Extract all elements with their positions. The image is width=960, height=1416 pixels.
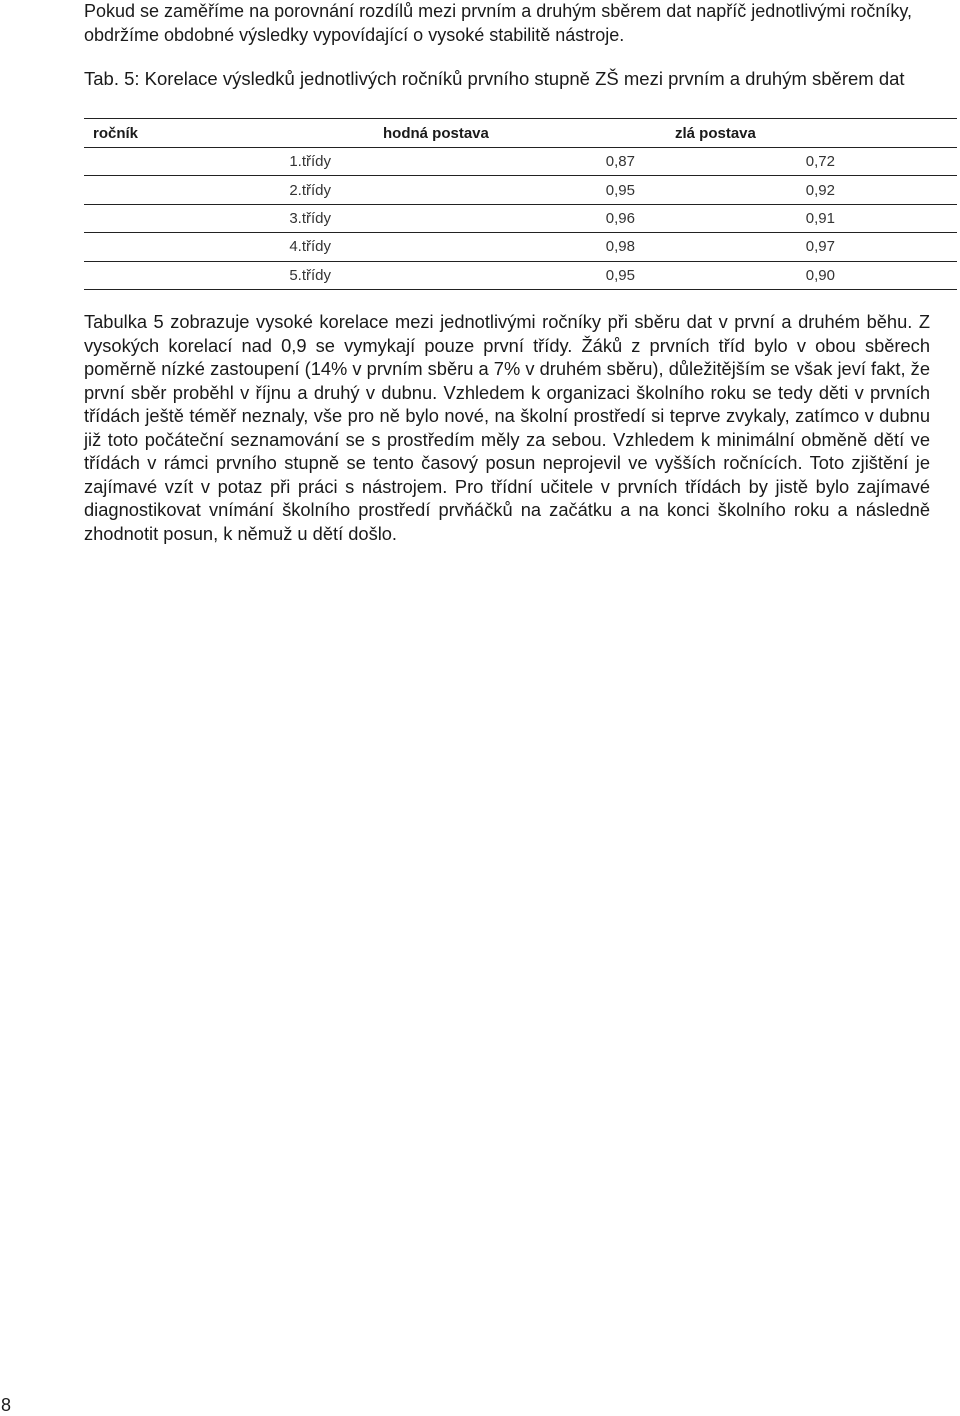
header-rocnik: ročník bbox=[84, 119, 383, 148]
table-row bbox=[84, 204, 957, 232]
table-row bbox=[84, 233, 957, 261]
cell-hodna: 0,98 bbox=[383, 233, 675, 261]
cell-hodna: 0,95 bbox=[383, 176, 675, 204]
cell-rocnik: 3.třídy bbox=[84, 204, 383, 232]
table-header-row bbox=[84, 119, 957, 148]
header-hodna-postava: hodná postava bbox=[383, 119, 675, 148]
cell-zla: 0,97 bbox=[675, 233, 957, 261]
cell-rocnik: 5.třídy bbox=[84, 261, 383, 289]
table-row bbox=[84, 148, 957, 176]
table-row bbox=[84, 176, 957, 204]
correlation-table bbox=[84, 118, 957, 290]
cell-rocnik: 1.třídy bbox=[84, 148, 383, 176]
cell-rocnik: 4.třídy bbox=[84, 233, 383, 261]
table-row bbox=[84, 261, 957, 289]
cell-zla: 0,92 bbox=[675, 176, 957, 204]
cell-zla: 0,91 bbox=[675, 204, 957, 232]
cell-rocnik: 2.třídy bbox=[84, 176, 383, 204]
table-caption: Tab. 5: Korelace výsledků jednotlivých ročníků prvního stupně ZŠ mezi prvním a druhým sběrem dat bbox=[84, 68, 905, 89]
cell-zla: 0,90 bbox=[675, 261, 957, 289]
cell-hodna: 0,87 bbox=[383, 148, 675, 176]
header-zla-postava: zlá postava bbox=[675, 119, 957, 148]
cell-hodna: 0,96 bbox=[383, 204, 675, 232]
page-number: 8 bbox=[1, 1395, 12, 1415]
body-paragraph: Tabulka 5 zobrazuje vysoké korelace mezi jednotlivými ročníky při sběru dat v první a druhém běhu. Z vysokých korelací nad 0,9 se vymykají pouze první třídy. Žáků z prvních tříd bylo v obou sběrech poměrně nízké zastoupení (14% v prvním sběru a 7% v druhém sběru), důležitějším se však jeví fakt, že první sběr proběhl v říjnu a druhý v dubnu. Vzhledem k organizaci školního roku se tedy děti v prvních třídách ještě téměř neznaly, vše pro ně bylo nové, na školní prostředí si teprve zvykaly, zatímco v dubnu již toto počáteční seznamování se s prostředím měly za sebou. Vzhledem k minimální obměně dětí ve třídách v rámci prvního stupně se tento časový posun neprojevil ve vyšších ročnících. Toto zjištění je zajímavé vzít v potaz při práci s nástrojem. Pro třídní učitele v prvních třídách by jistě bylo zajímavé diagnostikovat vnímání školního prostředí prvňáčků na začátku a na konci školního roku a následně zhodnotit posun, k němuž u dětí došlo. bbox=[84, 311, 930, 544]
cell-zla: 0,72 bbox=[675, 148, 957, 176]
intro-paragraph: Pokud se zaměříme na porovnání rozdílů mezi prvním a druhým sběrem dat napříč jednotlivými ročníky, obdržíme obdobné výsledky vypovídající o vysoké stabilitě nástroje. bbox=[84, 1, 913, 45]
cell-hodna: 0,95 bbox=[383, 261, 675, 289]
